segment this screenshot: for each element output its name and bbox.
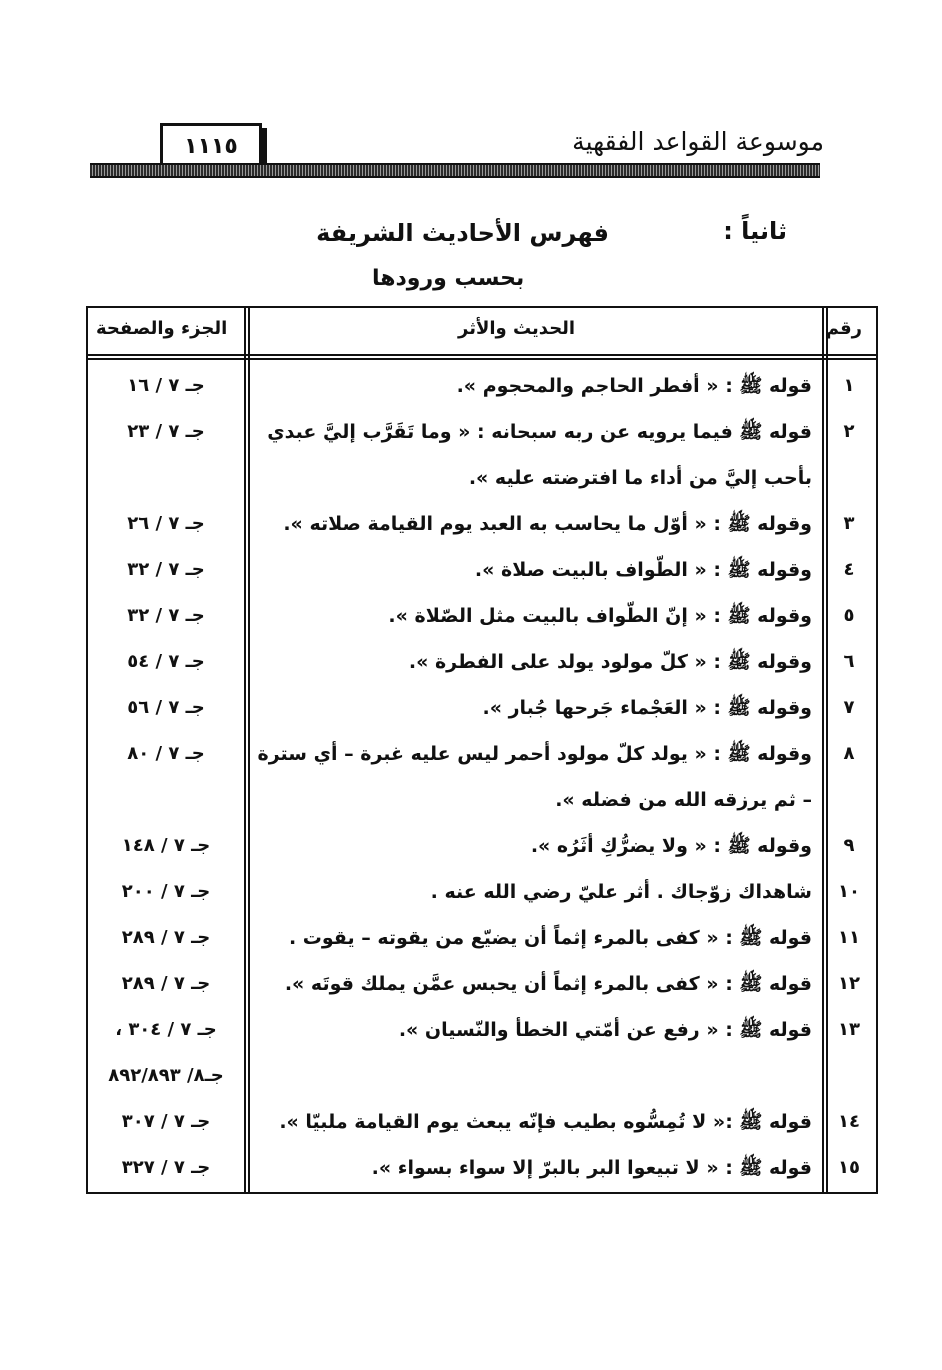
hadith-text: وقوله ﷺ : « إنّ الطّواف بالبيت مثل الصّلاة ». [388, 605, 812, 627]
table-row [88, 869, 876, 915]
hadith-number: ٤ [843, 559, 855, 580]
reference-line: جـ ٧ / ٣٢ [127, 605, 205, 626]
hadith-number: ١١ [838, 927, 860, 948]
hadith-number: ١ [843, 375, 855, 396]
table-row [88, 409, 876, 501]
volume-page-reference [88, 685, 244, 731]
hadith-text: وقوله ﷺ : « ولا يضرُّكِ أثَرُه ». [530, 835, 812, 857]
reference-line: جـ ٧ / ٥٤ [127, 651, 205, 672]
hadith-text: قوله ﷺ : « كفى بالمرء إثماً أن يضيّع من يقوته – يقوت . [288, 927, 812, 949]
table-row [88, 823, 876, 869]
hadith-number: ٦ [843, 651, 855, 672]
hadith-text: وقوله ﷺ : « العَجْماء جَرحها جُبار ». [482, 697, 812, 719]
hadith-text: قوله ﷺ : « رفع عن أمّتي الخطأ والنّسيان ». [398, 1019, 812, 1041]
volume-page-reference [88, 961, 244, 1007]
hadith-text: وقوله ﷺ : « أوّل ما يحاسب به العبد يوم القيامة صلاته ». [283, 513, 812, 535]
hadith-index-table [86, 306, 878, 1194]
reference-line: جـ ٧ / ٢٠٠ [121, 881, 211, 902]
hadith-number: ١٥ [838, 1157, 860, 1178]
volume-page-reference [88, 501, 244, 547]
column-header-text: الحديث والأثر [458, 318, 576, 339]
table-row [88, 363, 876, 409]
volume-page-reference [88, 731, 244, 777]
volume-page-reference [88, 1099, 244, 1145]
table-row [88, 731, 876, 823]
header-row-rule [88, 354, 876, 356]
volume-page-reference [88, 409, 244, 455]
reference-line: جـ ٧ / ١٤٨ [121, 835, 211, 856]
volume-page-reference [88, 915, 244, 961]
table-row [88, 961, 876, 1007]
volume-page-reference [88, 823, 244, 869]
header-row-rule [88, 358, 876, 360]
hadith-text: قوله ﷺ : « كفى بالمرء إثماً أن يحبس عمَّن يملك قوتَه ». [284, 973, 812, 995]
reference-line: جـ ٧ / ٣٠٧ [121, 1111, 211, 1132]
hadith-number: ٩ [843, 835, 855, 856]
reference-line: جـ ٧ / ٢٨٩ [121, 927, 211, 948]
reference-line: جـ ٧ / ٢٦ [127, 513, 205, 534]
column-header-number: رقم [825, 318, 862, 339]
hadith-number: ١٢ [838, 973, 860, 994]
table-row [88, 1145, 876, 1191]
hadith-text: قوله ﷺ : « أفطر الحاجم والمحجوم ». [456, 375, 812, 397]
volume-page-reference [88, 547, 244, 593]
table-row [88, 1007, 876, 1099]
page-number: ١١١٥ [160, 123, 262, 169]
volume-page-reference [88, 639, 244, 685]
reference-line: جـ٨/ ٨٩٢/٨٩٣ [108, 1065, 224, 1086]
reference-line: جـ ٧ / ٢٨٩ [121, 973, 211, 994]
reference-line: جـ ٧ / ١٦ [127, 375, 205, 396]
reference-line: جـ ٧ / ٣٢٧ [121, 1157, 211, 1178]
table-row [88, 1099, 876, 1145]
table-row [88, 547, 876, 593]
hadith-number: ١٣ [838, 1019, 860, 1040]
hadith-number: ٨ [843, 743, 855, 764]
section-subtitle: بحسب ورودها [372, 266, 525, 291]
volume-page-reference [88, 869, 244, 915]
hadith-text: شاهداك زوّجاك . أثر عليّ رضي الله عنه . [430, 881, 812, 903]
header-rule [90, 163, 820, 178]
hadith-text: قوله ﷺ :« لا تُمِسُّوه بطيب فإنّه يبعث يوم القيامة ملبيّا ». [279, 1111, 812, 1133]
table-row [88, 501, 876, 547]
hadith-number: ١٠ [838, 881, 860, 902]
hadith-text: قوله ﷺ فيما يرويه عن ربه سبحانه : « وما تَقَرَّب إليَّ عبدي بأحب إليَّ من أداء ما افترضته عليه ». [267, 421, 812, 489]
hadith-text: وقوله ﷺ : « الطّواف بالبيت صلاة ». [474, 559, 812, 581]
hadith-number: ٢ [843, 421, 855, 442]
hadith-number: ٥ [843, 605, 855, 626]
table-row [88, 915, 876, 961]
volume-page-reference [88, 593, 244, 639]
hadith-number: ٧ [843, 697, 855, 718]
reference-line: جـ ٧ / ٣٠٤ ، [115, 1019, 217, 1040]
reference-line: جـ ٧ / ٥٦ [127, 697, 205, 718]
volume-page-reference [88, 363, 244, 409]
column-header-reference: الجزء والصفحة [96, 318, 228, 339]
hadith-text: قوله ﷺ : « لا تبيعوا البر بالبرّ إلا سواء بسواء ». [371, 1157, 812, 1179]
volume-page-reference [88, 1145, 244, 1191]
reference-line: جـ ٧ / ٣٢ [127, 559, 205, 580]
reference-line: جـ ٧ / ٨٠ [127, 743, 205, 764]
running-title: موسوعة القواعد الفقهية [572, 127, 824, 156]
hadith-text: وقوله ﷺ : « يولد كلّ مولود أحمر ليس عليه غبرة – أي سترة – ثم يرزقه الله من فضله ». [257, 743, 812, 811]
table-row [88, 685, 876, 731]
table-row [88, 639, 876, 685]
section-title: فهرس الأحاديث الشريفة [316, 219, 609, 247]
reference-line: جـ ٧ / ٢٣ [127, 421, 205, 442]
hadith-number: ٣ [843, 513, 855, 534]
section-label: ثانياً : [723, 217, 787, 245]
table-row [88, 593, 876, 639]
hadith-number: ١٤ [838, 1111, 860, 1132]
volume-page-reference [88, 1007, 244, 1099]
hadith-text: وقوله ﷺ : « كلّ مولود يولد على الفطرة ». [408, 651, 812, 673]
